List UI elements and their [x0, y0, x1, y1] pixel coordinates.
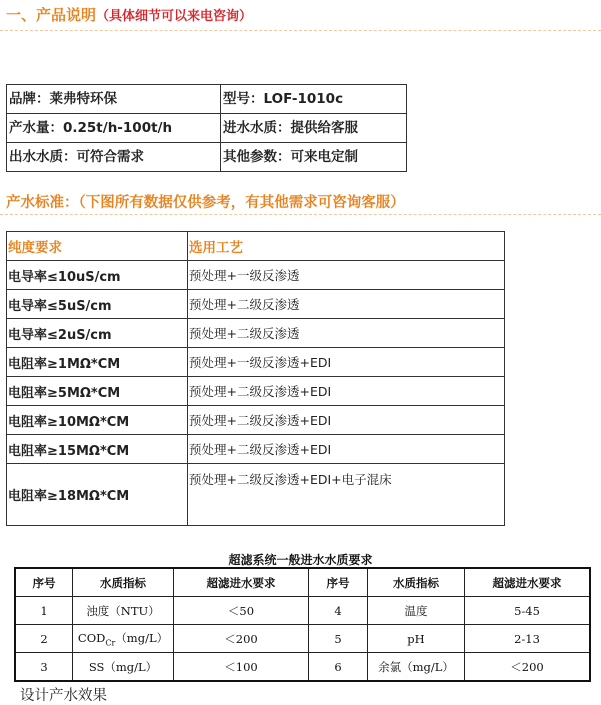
table-header-row — [15, 568, 590, 597]
table-cell: 浊度（NTU） — [73, 597, 174, 625]
table-cell: 6 — [309, 653, 368, 682]
table-cell: SS（mg/L） — [73, 653, 174, 682]
purity-cell: 电阻率≥1MΩ*CM — [7, 348, 188, 377]
table-cell: pH — [368, 625, 465, 653]
column-header: 序号 — [15, 568, 73, 597]
table-row — [15, 653, 590, 682]
table-row — [7, 261, 505, 290]
table-cell: 型号：LOF-1010c — [221, 85, 407, 114]
table-row — [7, 377, 505, 406]
process-cell: 预处理+一级反渗透+EDI — [188, 348, 505, 377]
table-cell: ＜100 — [174, 653, 309, 682]
table-cell: 1 — [15, 597, 73, 625]
table-row — [7, 435, 505, 464]
table-row — [7, 85, 407, 114]
table-cell: 品牌：莱弗特环保 — [7, 85, 221, 114]
process-cell: 预处理+二级反渗透+EDI — [188, 435, 505, 464]
ultrafiltration-table — [14, 567, 591, 682]
table-row — [7, 290, 505, 319]
column-header: 超滤进水要求 — [174, 568, 309, 597]
table-row — [7, 143, 407, 172]
process-cell: 预处理+二级反渗透 — [188, 290, 505, 319]
purity-cell: 电导率≤2uS/cm — [7, 319, 188, 348]
column-header: 水质指标 — [368, 568, 465, 597]
table-cell: ＜200 — [174, 625, 309, 653]
column-header: 超滤进水要求 — [465, 568, 591, 597]
purity-cell: 电导率≤5uS/cm — [7, 290, 188, 319]
product-info-table — [6, 84, 407, 172]
table-cell: 产水量：0.25t/h-100t/h — [7, 114, 221, 143]
process-cell: 预处理+二级反渗透 — [188, 319, 505, 348]
table-row — [7, 348, 505, 377]
column-header: 序号 — [309, 568, 368, 597]
process-cell: 预处理+二级反渗透+EDI+电子混床 — [188, 464, 505, 526]
section-title-text: 一、产品说明 — [6, 6, 97, 24]
process-cell: 预处理+一级反渗透 — [188, 261, 505, 290]
table-row — [15, 625, 590, 653]
uf-table-caption: 超滤系统一般进水水质要求 — [228, 553, 373, 567]
section-divider — [0, 30, 601, 31]
design-effect-title: 设计产水效果 — [20, 688, 107, 704]
table-row — [7, 406, 505, 435]
purity-cell: 电阻率≥18MΩ*CM — [7, 464, 188, 526]
process-cell: 预处理+二级反渗透+EDI — [188, 406, 505, 435]
table-cell: 2 — [15, 625, 73, 653]
purity-cell: 电导率≤10uS/cm — [7, 261, 188, 290]
section-title-product — [6, 4, 252, 25]
table-cell: 2-13 — [465, 625, 591, 653]
table-row — [15, 597, 590, 625]
table-header-row — [7, 232, 505, 261]
cod-subscript: Cr — [105, 638, 116, 648]
purity-cell: 电阻率≥10MΩ*CM — [7, 406, 188, 435]
table-cell — [73, 625, 174, 653]
table-cell: 余氯（mg/L） — [368, 653, 465, 682]
column-header: 选用工艺 — [188, 232, 505, 261]
table-row — [7, 464, 505, 526]
table-cell: ＜50 — [174, 597, 309, 625]
water-standards-table — [6, 231, 505, 526]
table-cell: 其他参数：可来电定制 — [221, 143, 407, 172]
table-row — [7, 319, 505, 348]
table-cell: 温度 — [368, 597, 465, 625]
table-cell: ＜200 — [465, 653, 591, 682]
purity-cell: 电阻率≥5MΩ*CM — [7, 377, 188, 406]
purity-cell: 电阻率≥15MΩ*CM — [7, 435, 188, 464]
process-cell: 预处理+二级反渗透+EDI — [188, 377, 505, 406]
column-header: 水质指标 — [73, 568, 174, 597]
section-title-standards: 产水标准：（下图所有数据仅供参考，有其他需求可咨询客服） — [6, 195, 405, 211]
section-note: （具体细节可以来电咨询） — [96, 9, 253, 24]
table-cell: 出水水质：可符合需求 — [7, 143, 221, 172]
table-cell: 进水水质：提供给客服 — [221, 114, 407, 143]
table-cell: 5 — [309, 625, 368, 653]
table-cell: 3 — [15, 653, 73, 682]
table-cell: 5-45 — [465, 597, 591, 625]
cod-label: COD — [77, 630, 106, 645]
column-header: 纯度要求 — [7, 232, 188, 261]
cod-unit: （mg/L） — [115, 630, 169, 645]
table-cell: 4 — [309, 597, 368, 625]
section-divider — [0, 214, 601, 215]
table-row — [7, 114, 407, 143]
